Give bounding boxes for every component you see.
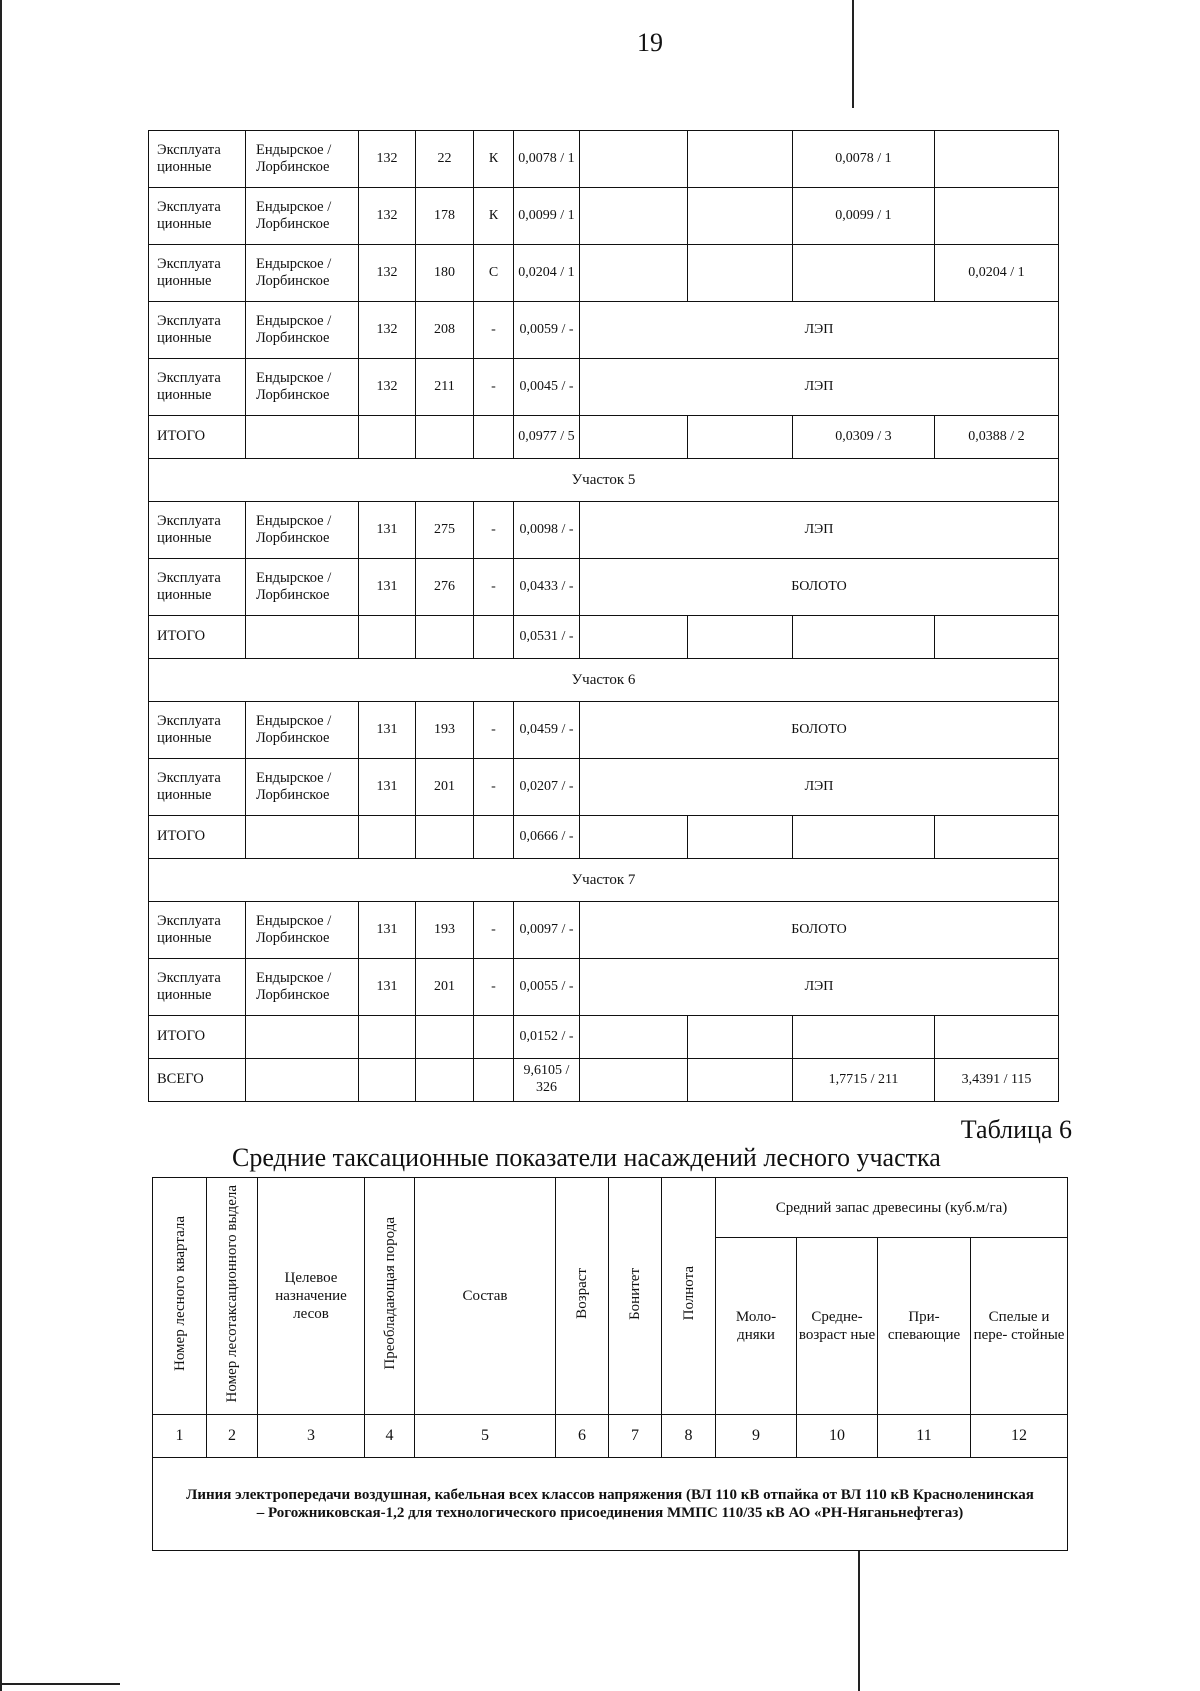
area-cell: 0,0059 / - (514, 302, 580, 359)
area-cell: 0,0207 / - (514, 759, 580, 816)
land-type-cell: БОЛОТО (580, 702, 1059, 759)
empty-cell (246, 616, 359, 659)
page-number: 19 (637, 28, 663, 57)
forestry-cell: Ендырское / Лорбинское (246, 702, 359, 759)
quarter-cell: 131 (359, 502, 416, 559)
forest-stand-indicators-table (152, 1177, 1068, 1551)
allotment-cell: 201 (416, 759, 474, 816)
column-number: 2 (207, 1415, 258, 1458)
allotment-cell: 178 (416, 188, 474, 245)
land-type-cell: БОЛОТО (580, 559, 1059, 616)
species-cell: - (474, 702, 514, 759)
species-cell: - (474, 759, 514, 816)
area-cell: 0,0666 / - (514, 816, 580, 859)
category-cell: Эксплуата ционные (149, 245, 246, 302)
quarter-cell: 131 (359, 559, 416, 616)
table-row (149, 859, 1059, 902)
category-cell: ИТОГО (149, 416, 246, 459)
empty-cell (416, 1016, 474, 1059)
quarter-cell: 131 (359, 702, 416, 759)
table-row (149, 459, 1059, 502)
value-cell (580, 416, 688, 459)
empty-cell (474, 1059, 514, 1102)
table-row (149, 759, 1059, 816)
category-cell: ИТОГО (149, 816, 246, 859)
column-number: 4 (365, 1415, 415, 1458)
value-cell (688, 616, 793, 659)
section-header: Участок 6 (149, 659, 1059, 702)
value-cell (935, 616, 1059, 659)
column-number: 8 (662, 1415, 716, 1458)
species-cell: - (474, 302, 514, 359)
table-row (149, 302, 1059, 359)
forestry-cell: Ендырское / Лорбинское (246, 759, 359, 816)
table-row (149, 359, 1059, 416)
forestry-cell: Ендырское / Лорбинское (246, 188, 359, 245)
species-cell: С (474, 245, 514, 302)
empty-cell (246, 416, 359, 459)
value-cell: 3,4391 / 115 (935, 1059, 1059, 1102)
header-bonitet: Бонитет (609, 1178, 662, 1415)
value-cell (688, 816, 793, 859)
table-row (149, 131, 1059, 188)
column-number: 1 (153, 1415, 207, 1458)
quarter-cell: 131 (359, 959, 416, 1016)
forestry-cell: Ендырское / Лорбинское (246, 131, 359, 188)
value-cell (688, 188, 793, 245)
quarter-cell: 131 (359, 902, 416, 959)
table-row (149, 1059, 1059, 1102)
area-cell: 0,0098 / - (514, 502, 580, 559)
quarter-cell: 132 (359, 188, 416, 245)
value-cell (688, 131, 793, 188)
value-cell: 0,0204 / 1 (935, 245, 1059, 302)
value-cell (935, 816, 1059, 859)
empty-cell (359, 816, 416, 859)
category-cell: Эксплуата ционные (149, 959, 246, 1016)
empty-cell (246, 1016, 359, 1059)
value-cell (688, 1016, 793, 1059)
allotment-cell: 193 (416, 902, 474, 959)
category-cell: Эксплуата ционные (149, 759, 246, 816)
quarter-cell: 132 (359, 245, 416, 302)
species-cell: - (474, 959, 514, 1016)
column-number: 12 (971, 1415, 1068, 1458)
value-cell (793, 1016, 935, 1059)
header-young: Моло- дняки (716, 1238, 797, 1415)
table-row (149, 816, 1059, 859)
land-type-cell: ЛЭП (580, 759, 1059, 816)
category-cell: Эксплуата ционные (149, 302, 246, 359)
area-cell: 0,0433 / - (514, 559, 580, 616)
value-cell: 0,0078 / 1 (793, 131, 935, 188)
value-cell (580, 1016, 688, 1059)
species-cell: - (474, 902, 514, 959)
area-cell: 0,0977 / 5 (514, 416, 580, 459)
table-row (149, 1016, 1059, 1059)
area-cell: 0,0459 / - (514, 702, 580, 759)
empty-cell (359, 1059, 416, 1102)
area-cell: 0,0152 / - (514, 1016, 580, 1059)
column-number: 11 (878, 1415, 971, 1458)
value-cell: 1,7715 / 211 (793, 1059, 935, 1102)
allotment-cell: 211 (416, 359, 474, 416)
value-cell (580, 188, 688, 245)
empty-cell (416, 1059, 474, 1102)
value-cell: 0,0099 / 1 (793, 188, 935, 245)
area-cell: 0,0099 / 1 (514, 188, 580, 245)
table-row (149, 659, 1059, 702)
area-cell: 0,0097 / - (514, 902, 580, 959)
category-cell: Эксплуата ционные (149, 702, 246, 759)
section-header: Участок 7 (149, 859, 1059, 902)
quarter-cell: 132 (359, 359, 416, 416)
empty-cell (416, 816, 474, 859)
column-number: 9 (716, 1415, 797, 1458)
value-cell (935, 131, 1059, 188)
table-row (149, 188, 1059, 245)
allotment-cell: 193 (416, 702, 474, 759)
quarter-cell: 131 (359, 759, 416, 816)
category-cell: Эксплуата ционные (149, 559, 246, 616)
species-cell: - (474, 359, 514, 416)
empty-cell (246, 816, 359, 859)
empty-cell (416, 416, 474, 459)
allotment-cell: 275 (416, 502, 474, 559)
column-number: 10 (797, 1415, 878, 1458)
empty-cell (474, 1016, 514, 1059)
forestry-cell: Ендырское / Лорбинское (246, 902, 359, 959)
area-cell: 9,6105 / 326 (514, 1059, 580, 1102)
table-row (149, 902, 1059, 959)
forest-plot-table (148, 130, 1059, 1102)
header-wood-stock-group: Средний запас древесины (куб.м/га) (716, 1178, 1068, 1238)
land-type-cell: БОЛОТО (580, 902, 1059, 959)
value-cell (688, 416, 793, 459)
allotment-cell: 208 (416, 302, 474, 359)
forestry-cell: Ендырское / Лорбинское (246, 502, 359, 559)
forestry-cell: Ендырское / Лорбинское (246, 559, 359, 616)
forestry-cell: Ендырское / Лорбинское (246, 359, 359, 416)
column-number: 6 (556, 1415, 609, 1458)
empty-cell (474, 616, 514, 659)
empty-cell (359, 1016, 416, 1059)
area-cell: 0,0531 / - (514, 616, 580, 659)
species-cell: К (474, 188, 514, 245)
column-number: 7 (609, 1415, 662, 1458)
empty-cell (474, 816, 514, 859)
area-cell: 0,0055 / - (514, 959, 580, 1016)
empty-cell (416, 616, 474, 659)
table6-note: Линия электропередачи воздушная, кабельная всех классов напряжения (ВЛ 110 кВ отпайка от ВЛ 110 кВ Красноленинская – Рогожниковская-1,2 для технологического присоединения ММПС 110/35 кВ АО «РН-Няганьнефтегаз) (153, 1458, 1068, 1551)
value-cell (580, 1059, 688, 1102)
table-row (149, 245, 1059, 302)
category-cell: Эксплуата ционные (149, 188, 246, 245)
table-row (149, 702, 1059, 759)
section-header: Участок 5 (149, 459, 1059, 502)
forestry-cell: Ендырское / Лорбинское (246, 959, 359, 1016)
value-cell (580, 131, 688, 188)
empty-cell (474, 416, 514, 459)
table-row (149, 959, 1059, 1016)
value-cell: 0,0309 / 3 (793, 416, 935, 459)
allotment-cell: 180 (416, 245, 474, 302)
empty-cell (246, 1059, 359, 1102)
category-cell: Эксплуата ционные (149, 502, 246, 559)
table-row (149, 559, 1059, 616)
allotment-cell: 22 (416, 131, 474, 188)
quarter-cell: 132 (359, 131, 416, 188)
table-label: Таблица 6 (960, 1115, 1072, 1144)
header-dominant-species: Преобладающая порода (365, 1178, 415, 1415)
header-purpose: Целевое назначение лесов (258, 1178, 365, 1415)
land-type-cell: ЛЭП (580, 959, 1059, 1016)
value-cell (793, 616, 935, 659)
header-maturing: При- спевающие (878, 1238, 971, 1415)
header-density: Полнота (662, 1178, 716, 1415)
scan-edge-left (0, 0, 2, 1691)
area-cell: 0,0204 / 1 (514, 245, 580, 302)
species-cell: - (474, 502, 514, 559)
category-cell: Эксплуата ционные (149, 902, 246, 959)
land-type-cell: ЛЭП (580, 502, 1059, 559)
header-allotment-number: Номер лесотаксационного выдела (207, 1178, 258, 1415)
header-age: Возраст (556, 1178, 609, 1415)
column-number: 5 (415, 1415, 556, 1458)
area-cell: 0,0045 / - (514, 359, 580, 416)
table-title: Средние таксационные показатели насаждений лесного участка (232, 1143, 941, 1172)
forestry-cell: Ендырское / Лорбинское (246, 302, 359, 359)
allotment-cell: 201 (416, 959, 474, 1016)
table-row (149, 502, 1059, 559)
species-cell: - (474, 559, 514, 616)
category-cell: Эксплуата ционные (149, 359, 246, 416)
category-cell: ИТОГО (149, 1016, 246, 1059)
value-cell: 0,0388 / 2 (935, 416, 1059, 459)
header-middle-aged: Средне- возраст ные (797, 1238, 878, 1415)
forestry-cell: Ендырское / Лорбинское (246, 245, 359, 302)
land-type-cell: ЛЭП (580, 302, 1059, 359)
value-cell (580, 616, 688, 659)
empty-cell (359, 416, 416, 459)
header-quarter-number: Номер лесного квартала (153, 1178, 207, 1415)
value-cell (688, 1059, 793, 1102)
header-mature: Спелые и пере- стойные (971, 1238, 1068, 1415)
scan-edge-bottom (0, 1683, 120, 1685)
area-cell: 0,0078 / 1 (514, 131, 580, 188)
value-cell (935, 1016, 1059, 1059)
table-row (149, 416, 1059, 459)
quarter-cell: 132 (359, 302, 416, 359)
species-cell: К (474, 131, 514, 188)
value-cell (935, 188, 1059, 245)
land-type-cell: ЛЭП (580, 359, 1059, 416)
table-row (149, 616, 1059, 659)
value-cell (793, 816, 935, 859)
value-cell (580, 816, 688, 859)
category-cell: ВСЕГО (149, 1059, 246, 1102)
value-cell (793, 245, 935, 302)
value-cell (688, 245, 793, 302)
header-composition: Состав (415, 1178, 556, 1415)
value-cell (580, 245, 688, 302)
empty-cell (359, 616, 416, 659)
category-cell: Эксплуата ционные (149, 131, 246, 188)
allotment-cell: 276 (416, 559, 474, 616)
scan-mark-bottom-right (858, 1550, 860, 1691)
column-number: 3 (258, 1415, 365, 1458)
category-cell: ИТОГО (149, 616, 246, 659)
